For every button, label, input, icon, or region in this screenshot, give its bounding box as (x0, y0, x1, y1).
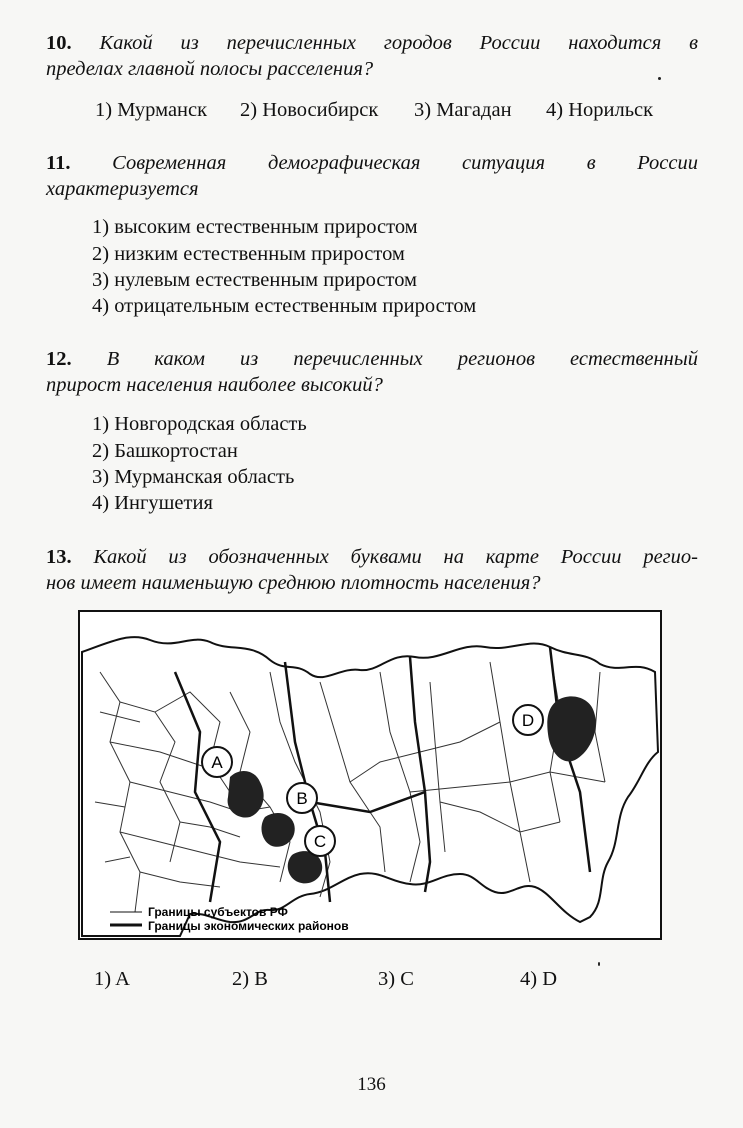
q12-option-4[interactable]: 4) Ингушетия (92, 492, 213, 514)
q13-option-3[interactable]: 3) C (378, 968, 414, 990)
question-13-title (46, 544, 698, 570)
q11-option-3[interactable]: 3) нулевым естественным приростом (92, 269, 418, 291)
q13-option-1[interactable]: 1) A (94, 968, 130, 990)
q12-option-2[interactable]: 2) Башкортостан (92, 440, 238, 462)
question-12-title-line2 (46, 372, 698, 398)
question-text-line2: прирост населения наиболее высокий? (46, 374, 383, 396)
question-10-title (46, 30, 698, 56)
question-number: 10. (46, 32, 72, 54)
q13-option-4[interactable]: 4) D (520, 968, 558, 990)
question-text-line1: Какой из перечисленных городов России находится в (99, 32, 699, 54)
question-text-line2: пределах главной полосы расселения? (46, 58, 374, 80)
question-12 (46, 346, 698, 398)
legend-subject-borders: Границы субъектов РФ (148, 905, 288, 919)
q11-option-2[interactable]: 2) низким естественным приростом (92, 243, 405, 265)
q10-option-1[interactable]: 1) Мурманск (95, 99, 208, 121)
marker-b-label: B (296, 789, 308, 808)
q10-option-4[interactable]: 4) Норильск (546, 99, 654, 121)
marker-a-label: A (211, 753, 223, 772)
q12-option-3[interactable]: 3) Мурманская область (92, 466, 295, 488)
question-text-line1: Какой из обозначенных буквами на карте России регио- (93, 546, 698, 568)
q11-option-4[interactable]: 4) отрицательным естественным приростом (92, 295, 477, 317)
q10-option-2[interactable]: 2) Новосибирск (240, 99, 379, 121)
page-number: 136 (357, 1074, 386, 1095)
scan-speck (598, 962, 600, 966)
legend-economic-borders: Границы экономических районов (148, 919, 349, 933)
q10-option-3[interactable]: 3) Магадан (414, 99, 512, 121)
question-text-line2: характеризуется (46, 178, 199, 200)
question-number: 13. (46, 546, 72, 568)
question-12-title (46, 346, 698, 372)
question-text-line2: нов имеет наименьшую среднюю плотность населения? (46, 572, 541, 594)
question-11-title (46, 150, 698, 176)
q12-option-1[interactable]: 1) Новгородская область (92, 413, 307, 435)
question-10-title-line2 (46, 56, 698, 82)
q13-option-2[interactable]: 2) B (232, 968, 268, 990)
question-13 (46, 544, 698, 596)
q11-option-1[interactable]: 1) высоким естественным приростом (92, 216, 418, 238)
russia-map (78, 610, 662, 940)
question-13-title-line2 (46, 570, 698, 596)
question-11-title-line2 (46, 176, 698, 202)
marker-c-label: C (313, 832, 327, 851)
question-11 (46, 150, 698, 202)
russia-map-drawing (80, 612, 660, 938)
question-text-line1: Современная демографическая ситуация в России (112, 152, 698, 174)
russia-outline (82, 637, 658, 936)
question-number: 11. (46, 152, 71, 174)
scan-speck (658, 77, 661, 80)
question-number: 12. (46, 348, 72, 370)
question-10 (46, 30, 698, 82)
marker-d-label: D (521, 711, 535, 730)
question-text-line1: В каком из перечисленных регионов естественный (106, 348, 698, 370)
